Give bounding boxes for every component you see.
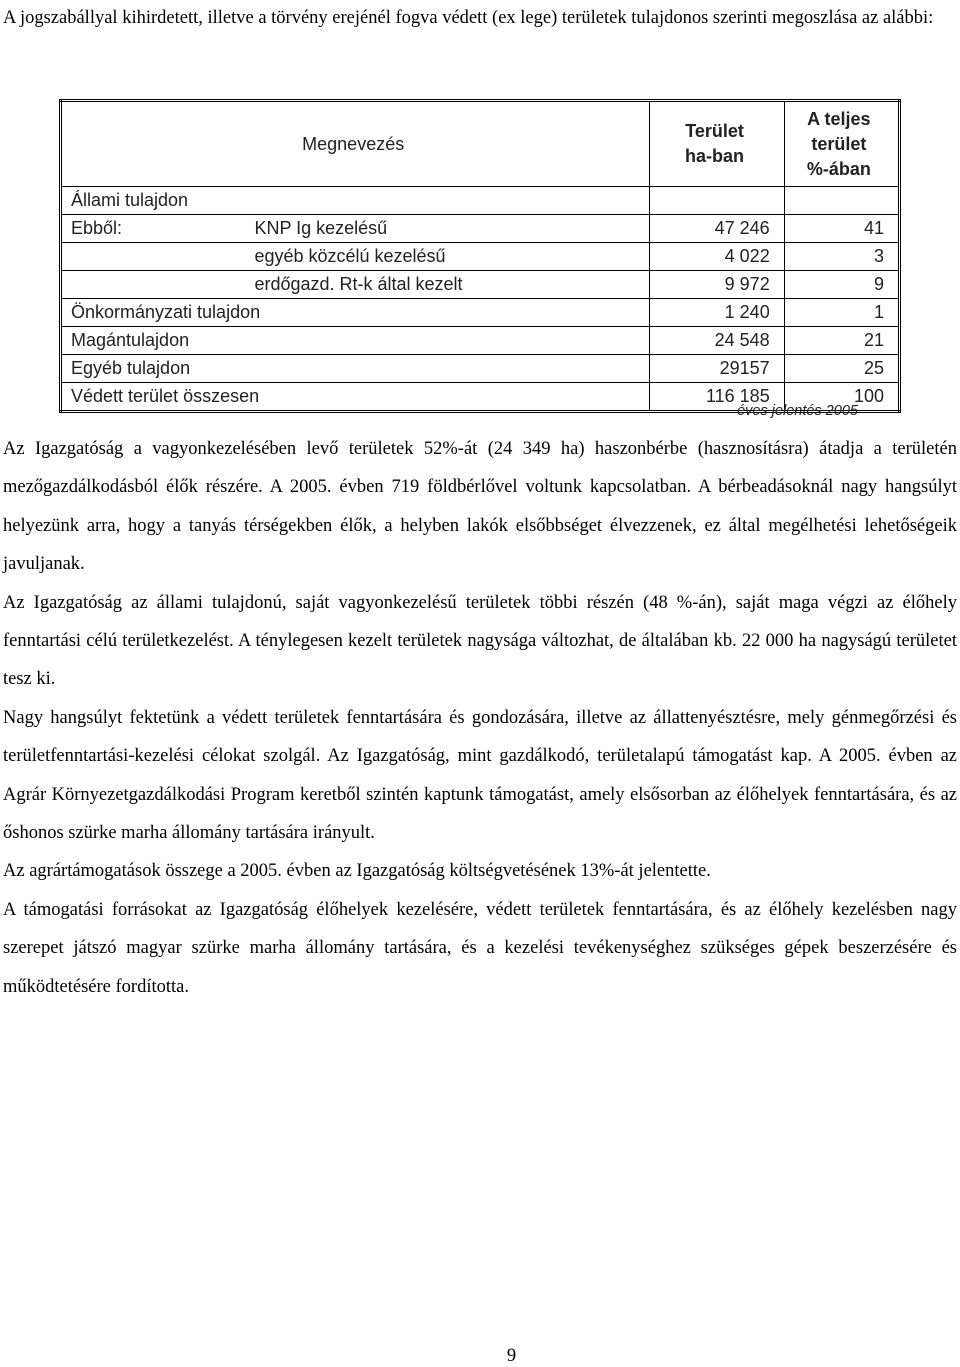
table-row [61,355,900,383]
row-label: Ebből: [61,215,246,243]
row-area: 4 022 [650,243,784,271]
row-area: 1 240 [650,299,784,327]
table-row [61,215,900,243]
row-label: Állami tulajdon [61,187,650,215]
table-source-note: éves jelentés 2005 [737,403,858,419]
row-percent: 9 [784,271,899,299]
row-percent: 41 [784,215,899,243]
row-area: 24 548 [650,327,784,355]
table-row [61,299,900,327]
row-sublabel: erdőgazd. Rt-k által kezelt [245,271,649,299]
row-area: 47 246 [650,215,784,243]
row-label: Egyéb tulajdon [61,355,650,383]
row-sublabel: egyéb közcélú kezelésű [245,243,649,271]
table-row [61,243,900,271]
table-header-row [61,101,900,187]
row-percent: 25 [784,355,899,383]
row-label: Magántulajdon [61,327,650,355]
row-label [61,271,246,299]
row-percent: 1 [784,299,899,327]
intro-text: A jogszabállyal kihirdetett, illetve a törvény erejénél fogva védett (ex lege) területek tulajdonos szerinti megoszlása az alábbi: [3,8,934,28]
row-area: 116 185 [650,383,784,412]
ownership-table [59,99,901,413]
row-sublabel: KNP Ig kezelésű [245,215,649,243]
row-percent [784,187,899,215]
header-area: Terület ha-ban [650,101,784,187]
row-percent: 3 [784,243,899,271]
paragraph: Az Igazgatóság a vagyonkezelésében levő területek 52%-át (24 349 ha) haszonbérbe (hasznosításra) átadja a területén mezőgazdálkodásból élők részére. A 2005. évben 719 földbérlővel voltunk kapcsolatban. A bérbeadásoknál nagy hangsúlyt helyezünk arra, hogy a tanyás térségekben élők, a helyben lakók elsőbbséget élvezzenek, ez által megélhetési lehetőségeik javuljanak. [3,439,957,575]
row-percent: 100 [784,383,899,412]
row-area: 29157 [650,355,784,383]
paragraph: Az Igazgatóság az állami tulajdonú, saját vagyonkezelésű területek többi részén (48 %-án), saját maga végzi az élőhely fenntartási célú területkezelést. A ténylegesen kezelt területek nagysága változhat, de általában kb. 22 000 ha nagyságú területet tesz ki. [3,592,957,690]
paragraph: A támogatási forrásokat az Igazgatóság élőhelyek kezelésére, védett területek fenntartására, és az élőhely kezelésben nagy szerepet játszó magyar szürke marha állomány tartására, és a kezelési tevékenységhez szükséges gépek beszerzésére és működtetésére fordította. [3,899,957,997]
table-row [61,327,900,355]
header-name: Megnevezés [61,101,650,187]
header-percent: A teljes terület %-ában [784,101,899,187]
table-row [61,271,900,299]
row-area: 9 972 [650,271,784,299]
row-area [650,187,784,215]
row-percent: 21 [784,327,899,355]
table-row [61,187,900,215]
row-label [61,243,246,271]
body-text [3,430,957,1006]
paragraph: Az agrártámogatások összege a 2005. évben az Igazgatóság költségvetésének 13%-át jelentette. [3,861,711,882]
row-label: Önkormányzati tulajdon [61,299,650,327]
row-label: Védett terület összesen [61,383,650,412]
paragraph: Nagy hangsúlyt fektetünk a védett területek fenntartására és gondozására, illetve az állattenyésztésre, mely génmegőrzési és területfenntartási-kezelési célokat szolgál. Az Igazgatóság, mint gazdálkodó, területalapú támogatást kap. A 2005. évben az Agrár Környezetgazdálkodási Program keretből szintén kaptunk támogatást, amely elsősorban az élőhelyek fenntartására, és az őshonos szürke marha állomány tartására irányult. [3,707,957,844]
page-number: 9 [506,1346,517,1366]
